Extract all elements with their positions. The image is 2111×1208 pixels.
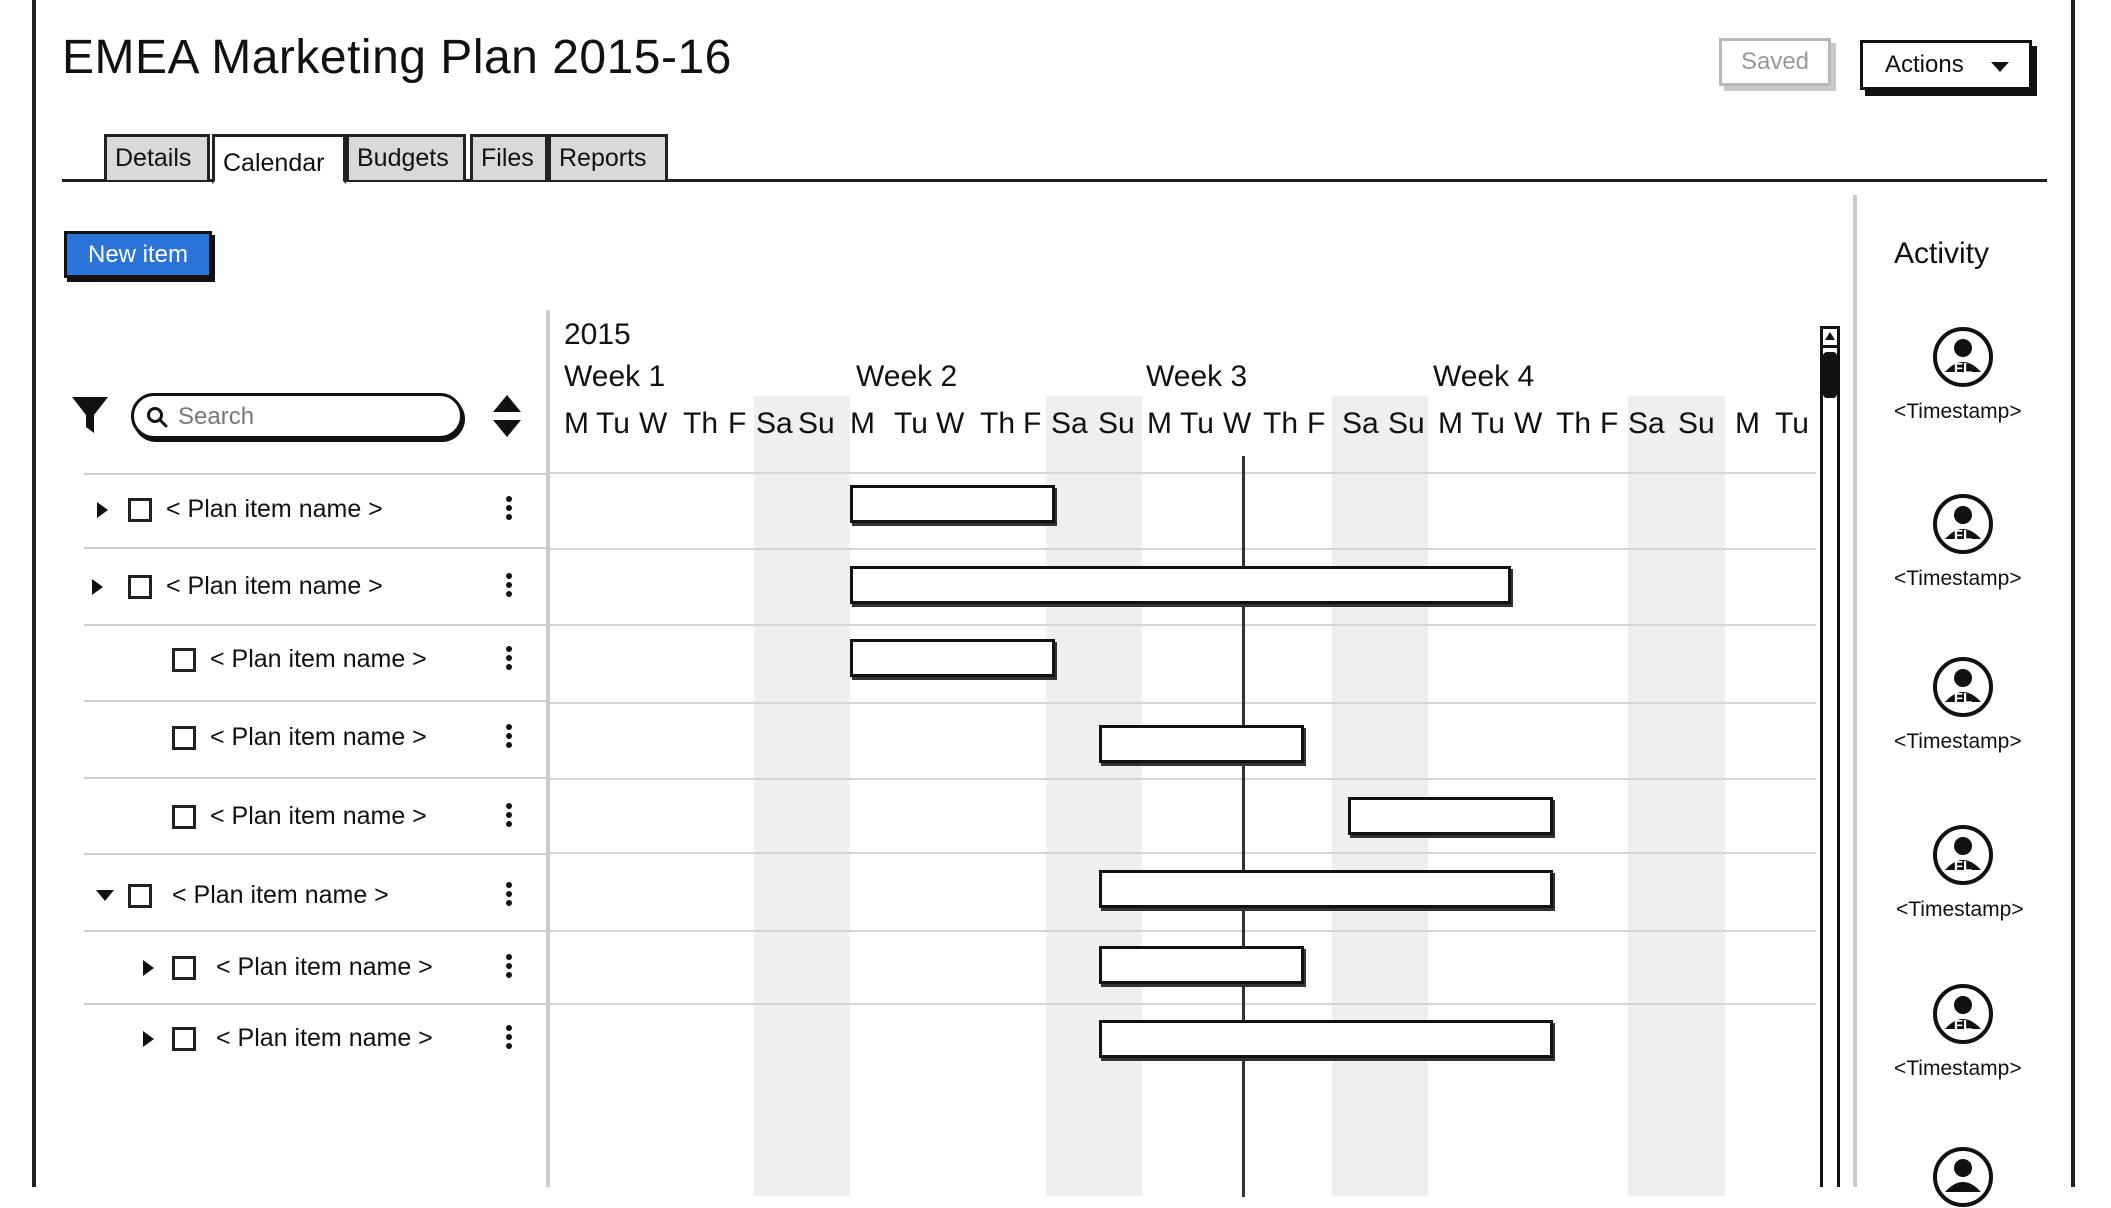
calendar-scrollbar[interactable] — [1820, 326, 1840, 1187]
user-avatar-icon[interactable] — [1932, 983, 1994, 1045]
calendar-row-line — [550, 1003, 1816, 1005]
scroll-thumb[interactable] — [1823, 352, 1837, 398]
week-label: Week 1 — [564, 360, 666, 393]
actions-button[interactable] — [1860, 40, 2032, 90]
tab-calendar[interactable]: Calendar — [212, 134, 346, 184]
avatar-initials: FL — [1953, 360, 1973, 377]
tab-reports[interactable]: Reports — [548, 134, 668, 180]
plan-item-name[interactable]: < Plan item name > — [210, 802, 427, 830]
calendar-row-line — [550, 472, 1816, 474]
search-box[interactable] — [131, 393, 463, 439]
day-label: Su — [798, 407, 835, 440]
expand-arrow-icon[interactable] — [97, 502, 108, 518]
day-label: F — [1307, 407, 1326, 440]
saved-button[interactable]: Saved — [1719, 38, 1831, 86]
page-frame-right — [2071, 0, 2075, 1187]
more-options-icon[interactable] — [504, 646, 514, 672]
collapse-arrow-icon[interactable] — [96, 890, 114, 901]
weekend-column — [754, 396, 850, 1196]
day-label: M — [850, 407, 875, 440]
row-separator — [84, 473, 546, 475]
avatar-initials: FL — [1953, 1017, 1973, 1034]
item-checkbox[interactable] — [128, 498, 152, 522]
tab-budgets[interactable]: Budgets — [346, 134, 466, 180]
timeline-bar[interactable] — [1348, 797, 1553, 835]
day-label: M — [1147, 407, 1172, 440]
activity-timestamp: <Timestamp> — [1896, 898, 2024, 921]
user-avatar-icon[interactable] — [1932, 1146, 1994, 1208]
sort-icon[interactable] — [490, 393, 524, 439]
week-label: Week 3 — [1146, 360, 1248, 393]
avatar-initials: FL — [1953, 858, 1973, 875]
search-icon — [146, 406, 168, 428]
filter-icon[interactable] — [70, 395, 110, 435]
day-label: Th — [980, 407, 1016, 440]
day-label: W — [1514, 407, 1543, 440]
activity-divider — [1853, 195, 1857, 1187]
row-separator — [84, 1003, 546, 1005]
user-avatar-icon[interactable] — [1932, 326, 1994, 388]
row-separator — [84, 547, 546, 549]
tab-files[interactable]: Files — [470, 134, 548, 180]
day-label: F — [728, 407, 747, 440]
day-label: Su — [1098, 407, 1135, 440]
day-label: Sa — [1051, 407, 1088, 440]
more-options-icon[interactable] — [504, 496, 514, 522]
row-separator — [84, 930, 546, 932]
expand-arrow-icon[interactable] — [143, 960, 154, 976]
user-avatar-icon[interactable] — [1932, 493, 1994, 555]
plan-item-name[interactable]: < Plan item name > — [216, 953, 433, 981]
day-label: Th — [1556, 407, 1592, 440]
more-options-icon[interactable] — [504, 1025, 514, 1051]
day-label: Tu — [1775, 407, 1809, 440]
day-label: W — [639, 407, 668, 440]
day-label: M — [1438, 407, 1463, 440]
day-label: Sa — [756, 407, 793, 440]
day-label: M — [564, 407, 589, 440]
day-label: Tu — [596, 407, 630, 440]
plan-item-name[interactable]: < Plan item name > — [210, 723, 427, 751]
item-checkbox[interactable] — [172, 1027, 196, 1051]
more-options-icon[interactable] — [504, 882, 514, 908]
plan-item-name[interactable]: < Plan item name > — [210, 645, 427, 673]
plan-item-name[interactable]: < Plan item name > — [216, 1024, 433, 1052]
tab-details[interactable]: Details — [104, 134, 210, 180]
timeline-bar[interactable] — [850, 639, 1055, 677]
more-options-icon[interactable] — [504, 724, 514, 750]
day-label: W — [1223, 407, 1252, 440]
timeline-bar[interactable] — [1099, 870, 1553, 908]
calendar-row-line — [550, 930, 1816, 932]
avatar-initials: FL — [1953, 690, 1973, 707]
day-label: Su — [1678, 407, 1715, 440]
expand-arrow-icon[interactable] — [92, 579, 103, 595]
more-options-icon[interactable] — [504, 573, 514, 599]
page-frame-left — [32, 0, 36, 1187]
user-avatar-icon[interactable] — [1932, 824, 1994, 886]
timeline-bar[interactable] — [1099, 1020, 1553, 1058]
weekend-column — [1628, 396, 1725, 1196]
day-label: Sa — [1628, 407, 1665, 440]
row-separator — [84, 624, 546, 626]
day-label: Tu — [1471, 407, 1505, 440]
user-avatar-icon[interactable] — [1932, 656, 1994, 718]
timeline-bar[interactable] — [850, 485, 1055, 523]
more-options-icon[interactable] — [504, 954, 514, 980]
activity-timestamp: <Timestamp> — [1894, 1057, 2022, 1080]
row-separator — [84, 700, 546, 702]
search-input[interactable] — [176, 401, 450, 433]
week-label: Week 2 — [856, 360, 958, 393]
timeline-bar[interactable] — [1099, 946, 1304, 984]
calendar-grid — [550, 310, 1816, 1187]
timeline-bar[interactable] — [1099, 725, 1304, 763]
day-label: Su — [1388, 407, 1425, 440]
day-label: F — [1600, 407, 1619, 440]
activity-timestamp: <Timestamp> — [1894, 567, 2022, 590]
timeline-bar[interactable] — [850, 566, 1511, 604]
more-options-icon[interactable] — [504, 803, 514, 829]
day-label: Tu — [1180, 407, 1214, 440]
row-separator — [84, 853, 546, 855]
item-checkbox[interactable] — [172, 648, 196, 672]
day-label: Th — [1263, 407, 1299, 440]
day-label: Sa — [1342, 407, 1379, 440]
actions-label: Actions — [1885, 51, 1964, 78]
calendar-row-line — [550, 852, 1816, 854]
avatar-initials: FL — [1953, 527, 1973, 544]
day-label: F — [1023, 407, 1042, 440]
expand-arrow-icon[interactable] — [143, 1031, 154, 1047]
day-label: M — [1735, 407, 1760, 440]
plan-item-name[interactable]: < Plan item name > — [172, 881, 389, 909]
calendar-row-line — [550, 624, 1816, 626]
calendar-row-line — [550, 702, 1816, 704]
activity-timestamp: <Timestamp> — [1894, 730, 2022, 753]
item-checkbox[interactable] — [172, 726, 196, 750]
calendar-year: 2015 — [564, 318, 631, 351]
new-item-button[interactable]: New item — [64, 231, 212, 278]
week-label: Week 4 — [1433, 360, 1535, 393]
plan-item-name[interactable]: < Plan item name > — [166, 495, 383, 523]
item-checkbox[interactable] — [172, 956, 196, 980]
weekend-column — [1332, 396, 1428, 1196]
plan-item-name[interactable]: < Plan item name > — [166, 572, 383, 600]
page-title: EMEA Marketing Plan 2015-16 — [62, 31, 732, 84]
row-separator — [84, 777, 546, 779]
chevron-down-icon — [1991, 62, 2009, 72]
weekend-column — [1046, 396, 1142, 1196]
item-checkbox[interactable] — [172, 805, 196, 829]
activity-title: Activity — [1894, 237, 1990, 270]
scroll-up-button[interactable] — [1820, 326, 1840, 348]
activity-timestamp: <Timestamp> — [1894, 400, 2022, 423]
calendar-row-line — [550, 548, 1816, 550]
day-label: Th — [683, 407, 719, 440]
item-checkbox[interactable] — [128, 575, 152, 599]
calendar-row-line — [550, 778, 1816, 780]
day-label: W — [936, 407, 965, 440]
item-checkbox[interactable] — [128, 884, 152, 908]
day-label: Tu — [894, 407, 928, 440]
